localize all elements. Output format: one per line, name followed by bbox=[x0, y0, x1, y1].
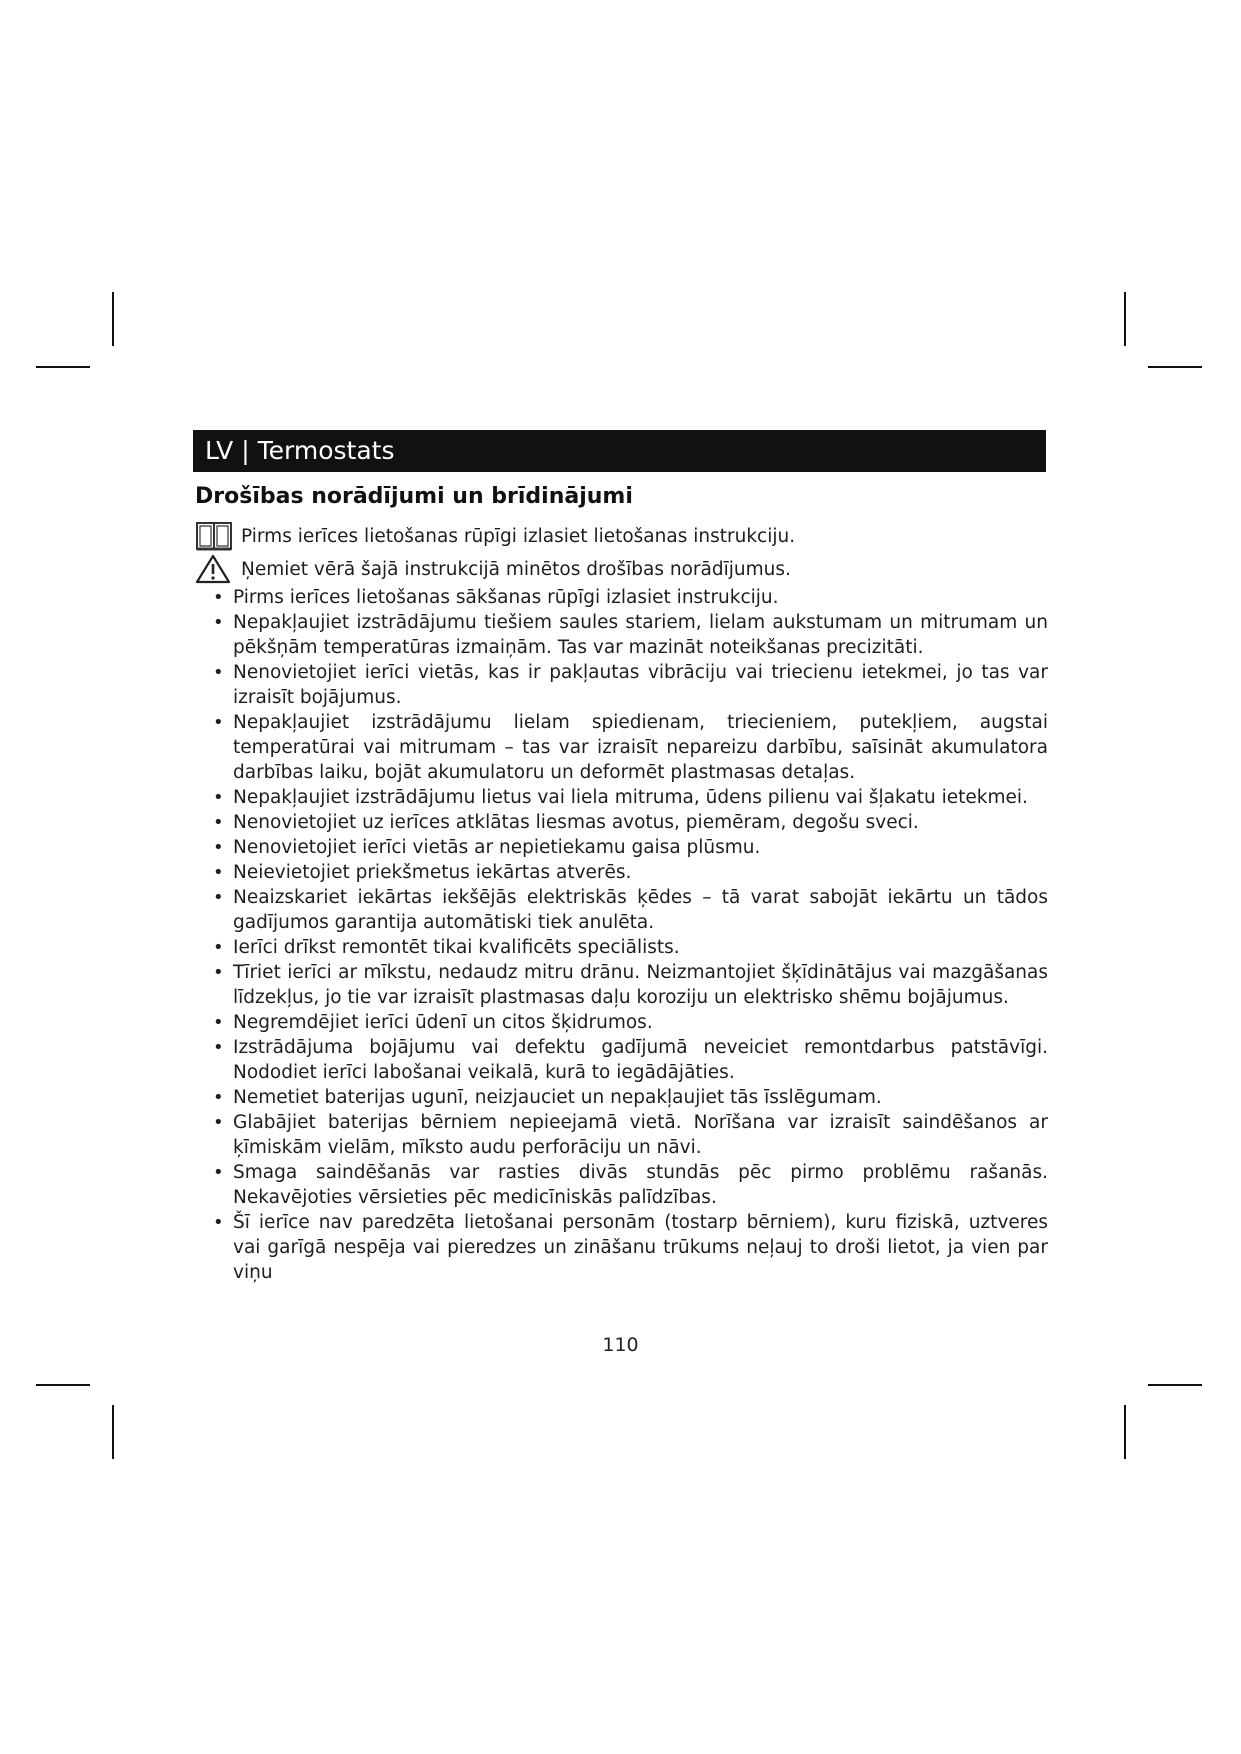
list-item: • Ierīci drīkst remontēt tikai kvalificēts speciālists. bbox=[213, 935, 1048, 960]
list-item: • Izstrādājuma bojājumu vai defektu gadījumā neveiciet remontdarbus patstāvīgi. Nododiet ierīci labošanai veikalā, kurā to iegādājāties. bbox=[213, 1035, 1048, 1085]
book-icon bbox=[195, 520, 233, 552]
crop-mark-top-left-vertical bbox=[112, 292, 114, 346]
page-header-bar bbox=[193, 430, 1046, 472]
safety-bullet-list bbox=[213, 585, 1048, 1285]
list-item: • Tīriet ierīci ar mīkstu, nedaudz mitru drānu. Neizmantojiet šķīdinātājus vai mazgāšanas līdzekļus, jo tie var izraisīt plastmasas daļu koroziju un elektrisko shēmu bojājumus. bbox=[213, 960, 1048, 1010]
list-item: • Nemetiet baterijas ugunī, neizjauciet un nepakļaujiet tās īsslēgumam. bbox=[213, 1085, 1048, 1110]
section-title: Drošības norādījumi un brīdinājumi bbox=[195, 484, 633, 509]
list-item: • Negremdējiet ierīci ūdenī un citos šķidrumos. bbox=[213, 1010, 1048, 1035]
crop-mark-top-right-vertical bbox=[1124, 292, 1126, 346]
list-item: • Nenovietojiet uz ierīces atklātas liesmas avotus, piemēram, degošu sveci. bbox=[213, 810, 1048, 835]
list-item: • Šī ierīce nav paredzēta lietošanai personām (tostarp bērniem), kuru fiziskā, uztveres vai garīgā nespēja vai pieredzes un zināšanu trūkums neļauj to droši lietot, ja vien par viņu bbox=[213, 1210, 1048, 1285]
warning-triangle-icon bbox=[195, 554, 231, 584]
list-item: • Pirms ierīces lietošanas sākšanas rūpīgi izlasiet instrukciju. bbox=[213, 585, 1048, 610]
crop-mark-top-left-horizontal bbox=[36, 366, 90, 368]
list-item: • Nepakļaujiet izstrādājumu lietus vai liela mitruma, ūdens pilienu vai šļakatu ietekmei. bbox=[213, 785, 1048, 810]
list-item: • Glabājiet baterijas bērniem nepieejamā vietā. Norīšana var izraisīt saindēšanos ar ķīmiskām vielām, mīksto audu perforāciju un nāvi. bbox=[213, 1110, 1048, 1160]
note-text: Pirms ierīces lietošanas rūpīgi izlasiet lietošanas instrukciju. bbox=[241, 525, 796, 547]
note-read-instructions bbox=[195, 520, 1055, 552]
list-item: • Nepakļaujiet izstrādājumu lielam spiedienam, triecieniem, putekļiem, augstai temperatūrai vai mitrumam – tas var izraisīt nepareizu darbību, saīsināt akumulatora darbības laiku, bojāt akumulatoru un deformēt plastmasas detaļas. bbox=[213, 710, 1048, 785]
list-item: • Neievietojiet priekšmetus iekārtas atverēs. bbox=[213, 860, 1048, 885]
crop-mark-bottom-left-vertical bbox=[112, 1405, 114, 1459]
list-item: • Neaizskariet iekārtas iekšējās elektriskās ķēdes – tā varat sabojāt iekārtu un tādos gadījumos garantija automātiski tiek anulēta. bbox=[213, 885, 1048, 935]
page-header-title: LV | Termostats bbox=[205, 436, 395, 465]
note-text: Ņemiet vērā šajā instrukcijā minētos drošības norādījumus. bbox=[241, 558, 791, 580]
note-safety-warnings bbox=[195, 554, 1055, 584]
crop-mark-bottom-right-horizontal bbox=[1148, 1384, 1202, 1386]
page-number: 110 bbox=[602, 1334, 639, 1356]
crop-mark-top-right-horizontal bbox=[1148, 366, 1202, 368]
crop-mark-bottom-right-vertical bbox=[1124, 1405, 1126, 1459]
list-item: • Nenovietojiet ierīci vietās ar nepietiekamu gaisa plūsmu. bbox=[213, 835, 1048, 860]
crop-mark-bottom-left-horizontal bbox=[36, 1384, 90, 1386]
list-item: • Smaga saindēšanās var rasties divās stundās pēc pirmo problēmu rašanās. Nekavējoties vērsieties pēc medicīniskās palīdzības. bbox=[213, 1160, 1048, 1210]
list-item: • Nepakļaujiet izstrādājumu tiešiem saules stariem, lielam aukstumam un mitrumam un pēkšņām temperatūras izmaiņām. Tas var mazināt noteikšanas precizitāti. bbox=[213, 610, 1048, 660]
list-item: • Nenovietojiet ierīci vietās, kas ir pakļautas vibrāciju vai triecienu ietekmei, jo tas var izraisīt bojājumus. bbox=[213, 660, 1048, 710]
